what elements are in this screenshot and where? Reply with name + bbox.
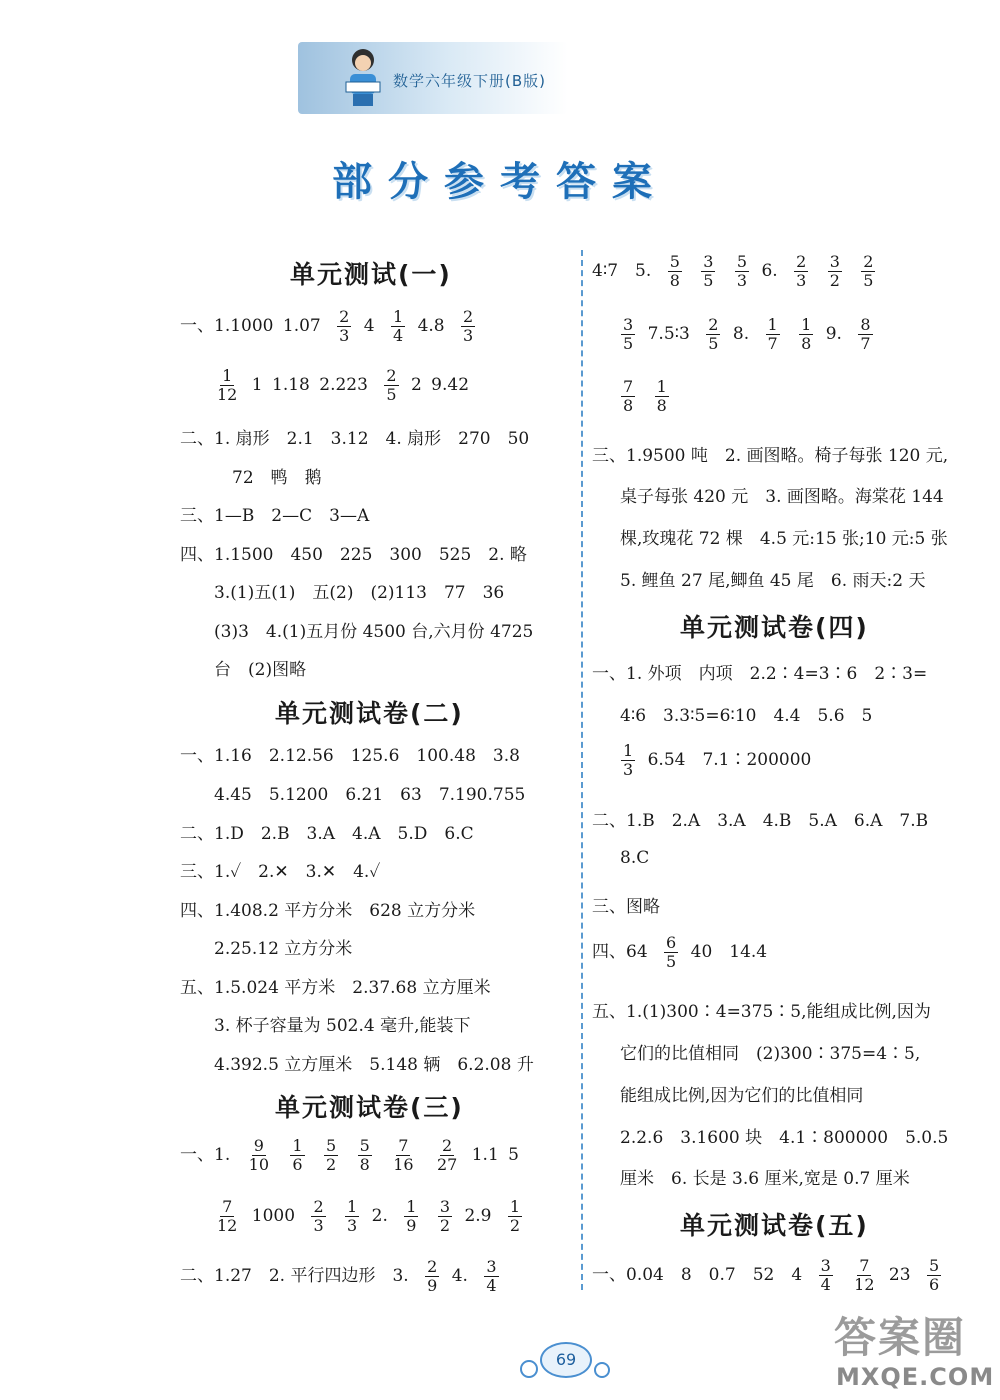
answer-line: 72 鸭 鹅: [232, 468, 322, 488]
decor-bubble: [594, 1362, 610, 1378]
answer-line: 二、1.B 2.A 3.A 4.B 5.A 6.A 7.B: [592, 811, 929, 831]
section-heading: 单元测试卷(四): [680, 613, 869, 642]
answer-line: 一、1.16 2.12.56 125.6 100.48 3.8: [180, 746, 520, 766]
answer-line: 厘米 6. 长是 3.6 厘米,宽是 0.7 厘米: [620, 1169, 910, 1189]
fraction: $\frac{5}{3}$: [736, 252, 748, 290]
answer-line: 台 (2)图略: [214, 660, 307, 680]
fraction: $\frac{7}{16}$: [393, 1136, 414, 1174]
fraction: $\frac{3}{2}$: [829, 252, 840, 290]
fraction: $\frac{5}{8}$: [669, 252, 680, 290]
answer-line: 桌子每张 420 元 3. 画图略。海棠花 144: [620, 487, 944, 507]
fraction: $\frac{2}{5}$: [386, 366, 397, 404]
answer-line: 它们的比值相同 (2)300∶375=4∶5,: [620, 1044, 921, 1064]
answer-line: 五、1.5.024 平方米 2.37.68 立方厘米: [180, 978, 491, 998]
fraction: $\frac{1}{6}$: [292, 1136, 303, 1174]
fraction: $\frac{5}{6}$: [928, 1256, 940, 1294]
fraction: $\frac{1}{2}$: [509, 1197, 521, 1235]
fraction: $\frac{2}{3}$: [339, 307, 350, 345]
watermark-url: MXQE.COM: [836, 1363, 995, 1391]
book-label: 数学六年级下册(B版): [393, 72, 546, 90]
answer-line: 四、1.408.2 平方分米 628 立方分米: [180, 901, 476, 921]
answer-line: 四、1.1500 450 225 300 525 2. 略: [180, 545, 527, 565]
answer-line: 4∶6 3.3∶5=6∶10 4.4 5.6 5: [620, 706, 873, 726]
answer-line: 一、0.04 8 0.7 52 4 $\frac{3}{4}$ $\frac{7}{12}$ 23 $\frac{5}{6}$: [592, 1256, 940, 1294]
fraction: $\frac{2}{3}$: [313, 1197, 324, 1235]
fraction: $\frac{5}{2}$: [326, 1136, 337, 1174]
fraction: $\frac{3}{4}$: [486, 1257, 497, 1295]
answer-line: 3. 杯子容量为 502.4 毫升,能装下: [214, 1016, 471, 1036]
page-number: 69: [540, 1342, 592, 1378]
answer-line: (3)3 4.(1)五月份 4500 台,六月份 4725: [214, 622, 534, 642]
child-reading-icon: [338, 46, 388, 110]
fraction: $\frac{2}{3}$: [463, 307, 474, 345]
answer-line: 三、1—B 2—C 3—A: [180, 506, 370, 526]
answer-line: 二、1.27 2. 平行四边形 3. $\frac{2}{9}$ 4. $\frac{3}{4}$: [180, 1257, 497, 1295]
answer-line: 三、1.9500 吨 2. 画图略。椅子每张 120 元,: [592, 446, 949, 466]
fraction: $\frac{3}{2}$: [439, 1197, 451, 1235]
section-heading: 单元测试卷(三): [275, 1093, 464, 1122]
answer-line: 能组成比例,因为它们的比值相同: [620, 1086, 864, 1106]
watermark: [828, 1305, 995, 1393]
answer-line: 二、1. 扇形 2.1 3.12 4. 扇形 270 50: [180, 429, 530, 449]
fraction: $\frac{2}{9}$: [427, 1257, 438, 1295]
fraction: $\frac{7}{12}$: [854, 1256, 875, 1294]
answer-line: 三、图略: [592, 897, 660, 917]
answer-line: 一、1. 外项 内项 2.2∶4=3∶6 2∶3=: [592, 664, 928, 684]
fraction: $\frac{1}{4}$: [392, 307, 404, 345]
section-heading: 单元测试卷(五): [680, 1211, 869, 1240]
answer-line: $\frac{1}{12}$ 1 1.18 2.223 $\frac{2}{5}$ 2 9.42: [217, 366, 470, 404]
fraction: $\frac{1}{9}$: [406, 1197, 417, 1235]
answer-line: $\frac{7}{12}$ 1000 $\frac{2}{3}$ $\frac{1}{3}$ 2. $\frac{1}{9}$ $\frac{3}{2}$ 2.9 $\frac{1}{2}$: [217, 1197, 521, 1235]
fraction: $\frac{3}{4}$: [820, 1256, 831, 1294]
fraction: $\frac{5}{8}$: [359, 1136, 370, 1174]
fraction: $\frac{7}{12}$: [217, 1197, 238, 1235]
watermark-logo-text: 答案圈: [834, 1313, 967, 1362]
fraction: $\frac{7}{8}$: [623, 377, 634, 415]
answer-line: [614, 378, 676, 414]
section-heading: 单元测试(一): [290, 260, 452, 289]
fraction: $\frac{2}{3}$: [796, 252, 807, 290]
fraction: $\frac{9}{10}$: [248, 1136, 269, 1174]
answer-line: 4.392.5 立方厘米 5.148 辆 6.2.08 升: [214, 1055, 534, 1075]
answer-line: 2.25.12 立方分米: [214, 939, 353, 959]
answer-line: $\frac{1}{3}$ 6.54 7.1∶200000: [623, 741, 812, 779]
fraction: $\frac{8}{7}$: [860, 315, 871, 353]
page-title: 部分参考答案: [332, 159, 668, 205]
answer-line: 4.45 5.1200 6.21 63 7.190.755: [214, 785, 526, 805]
fraction: $\frac{2}{5}$: [708, 315, 719, 353]
answer-line: 四、64 $\frac{6}{5}$ 40 14.4: [592, 933, 768, 971]
answer-line: 5. 鲤鱼 27 尾,鲫鱼 45 尾 6. 雨天:2 天: [620, 571, 926, 591]
answer-line: 五、1.(1)300∶4=375∶5,能组成比例,因为: [592, 1002, 931, 1022]
column-divider: [581, 250, 583, 1290]
fraction: $\frac{2}{27}$: [436, 1136, 458, 1174]
answer-line: 一、1.1000 1.07 $\frac{2}{3}$ 4 $\frac{1}{4}$ 4.8 $\frac{2}{3}$: [180, 307, 474, 345]
fraction: $\frac{1}{7}$: [767, 315, 778, 353]
answer-line: 一、1. $\frac{9}{10}$ $\frac{1}{6}$ $\frac{5}{2}$ $\frac{5}{8}$ $\frac{7}{16}$ $\frac{2}{27}$ 1.1 5: [180, 1136, 519, 1174]
answer-line: $\frac{3}{5}$ 7.5∶3 $\frac{2}{5}$ 8. $\frac{1}{7}$ $\frac{1}{8}$ 9. $\frac{8}{7}$: [623, 315, 871, 353]
answer-line: 棵,玫瑰花 72 棵 4.5 元:15 张;10 元:5 张: [620, 529, 948, 549]
answer-line: 3.(1)五(1) 五(2) (2)113 77 36: [214, 583, 505, 603]
fraction: $\frac{1}{8}$: [801, 315, 812, 353]
fraction: $\frac{1}{12}$: [217, 366, 238, 404]
fraction: $\frac{2}{5}$: [863, 252, 874, 290]
fraction: $\frac{1}{8}$: [656, 377, 667, 415]
fraction: $\frac{6}{5}$: [666, 933, 677, 971]
answer-line: 三、1.✓ 2.✕ 3.✕ 4.✓: [180, 862, 381, 882]
answer-line: 二、1.D 2.B 3.A 4.A 5.D 6.C: [180, 824, 474, 844]
answer-line: 8.C: [620, 848, 650, 868]
fraction: $\frac{1}{3}$: [623, 741, 634, 779]
fraction: $\frac{3}{5}$: [703, 252, 714, 290]
section-heading: 单元测试卷(二): [275, 699, 464, 728]
answer-line: 2.2.6 3.1600 块 4.1∶800000 5.0.5: [620, 1128, 949, 1148]
decor-bubble: [520, 1360, 538, 1378]
fraction: $\frac{1}{3}$: [347, 1197, 358, 1235]
fraction: $\frac{3}{5}$: [623, 315, 634, 353]
answer-line: 4∶7 5. $\frac{5}{8}$ $\frac{3}{5}$ $\frac{5}{3}$ 6. $\frac{2}{3}$ $\frac{3}{2}$ $\frac{2}{5}$: [592, 252, 874, 290]
